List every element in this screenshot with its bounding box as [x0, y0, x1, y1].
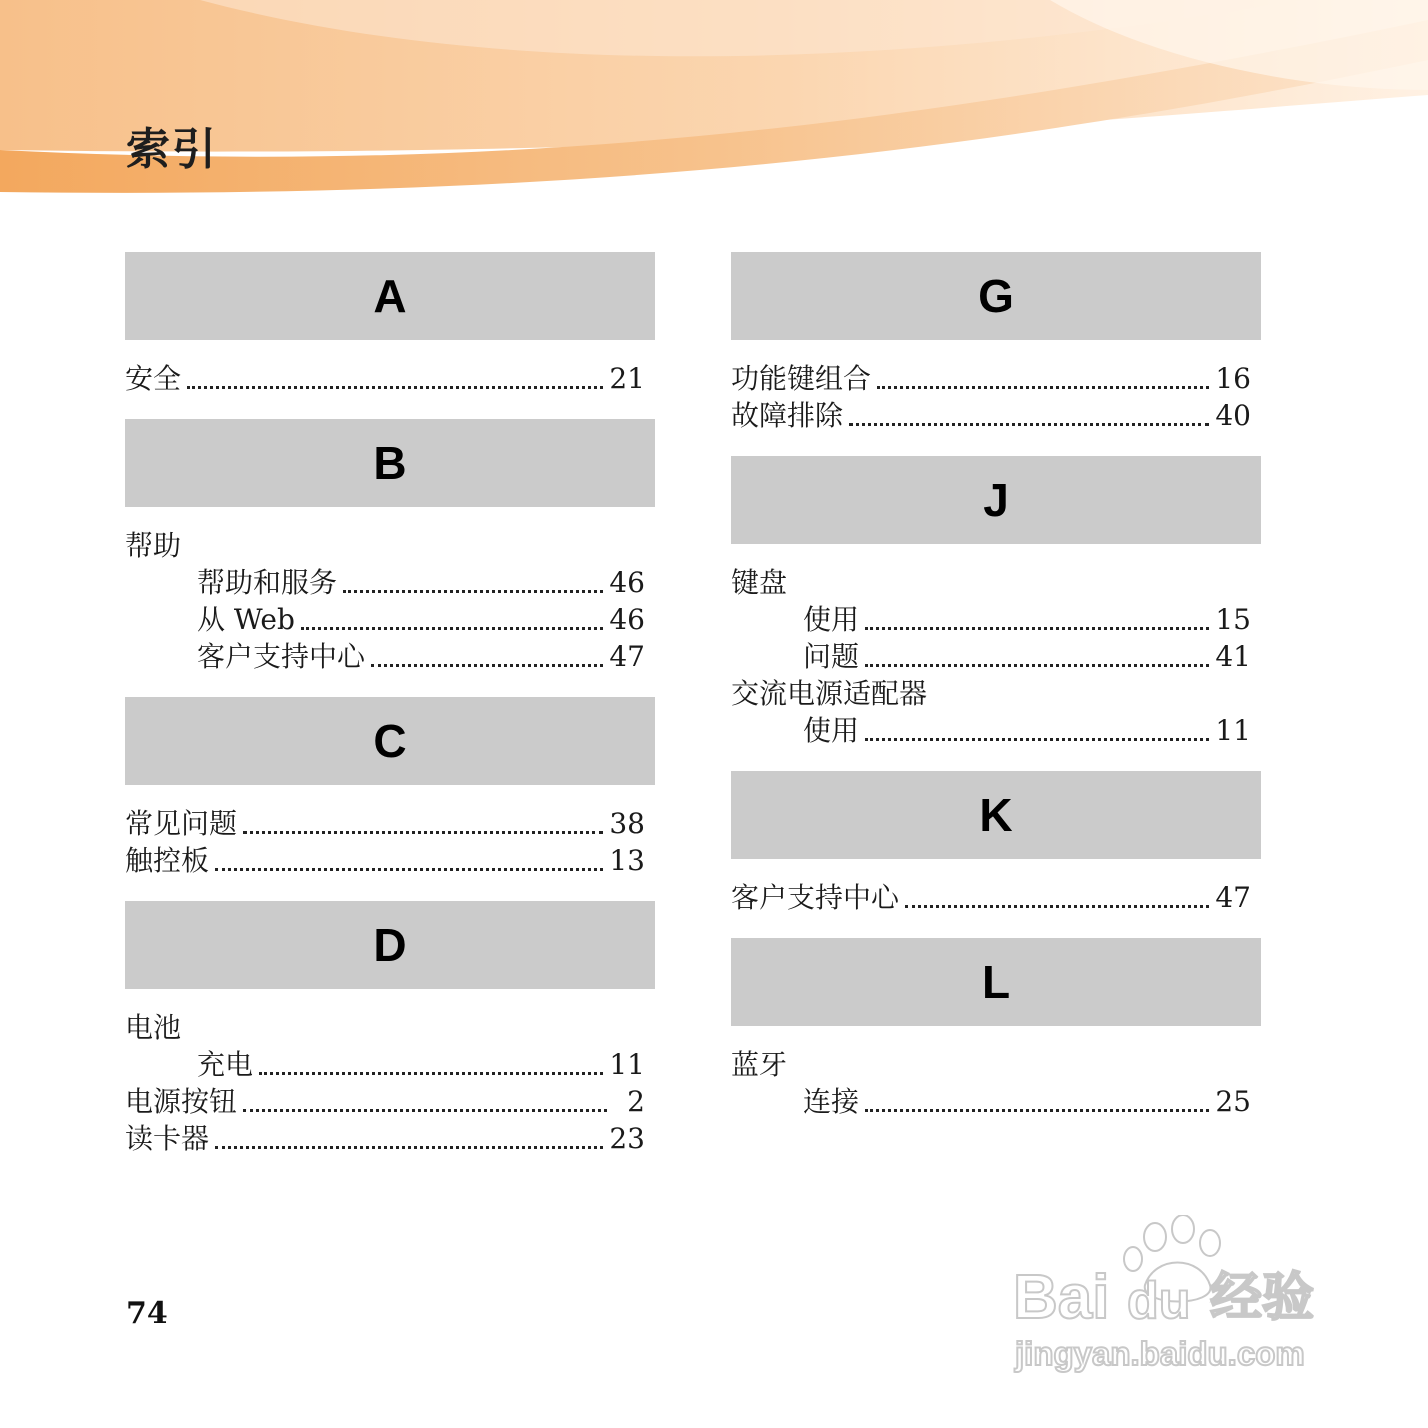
entry-term: 触控板	[125, 844, 210, 877]
watermark-brand2: du	[1127, 1272, 1191, 1330]
entry-term: 帮助和服务	[197, 566, 338, 599]
index-entry-list	[125, 507, 655, 697]
index-subentry	[731, 638, 1261, 675]
index-subentry	[125, 1046, 655, 1083]
index-entry	[731, 1046, 1261, 1083]
entry-page-number: 46	[609, 603, 645, 636]
entry-page-number: 38	[609, 807, 645, 840]
watermark-url: jingyan.baidu.com	[1015, 1335, 1305, 1372]
index-section-c	[125, 697, 655, 901]
entry-term: 使用	[803, 714, 860, 747]
entry-term: 使用	[803, 603, 860, 636]
section-letter-header: C	[125, 697, 655, 785]
entry-term: 故障排除	[731, 399, 844, 432]
index-column-right	[731, 252, 1261, 1142]
entry-term: 交流电源适配器	[731, 677, 928, 710]
entry-page-number: 25	[1215, 1085, 1251, 1118]
entry-term: 蓝牙	[731, 1048, 788, 1081]
index-entry	[125, 1120, 655, 1157]
index-subentry	[125, 638, 655, 675]
dot-leader	[301, 627, 603, 630]
index-section-a	[125, 252, 655, 419]
entry-term: 常见问题	[125, 807, 238, 840]
page-number: 74	[126, 1296, 168, 1331]
dot-leader	[865, 664, 1209, 667]
index-section-d	[125, 901, 655, 1179]
section-letter-header: D	[125, 901, 655, 989]
section-letter-header: K	[731, 771, 1261, 859]
entry-page-number: 23	[609, 1122, 645, 1155]
dot-leader	[243, 1109, 607, 1112]
index-entry-list	[125, 340, 655, 419]
entry-page-number: 15	[1215, 603, 1251, 636]
entry-term: 问题	[803, 640, 860, 673]
dot-leader	[865, 738, 1209, 741]
entry-page-number: 16	[1215, 362, 1251, 395]
dot-leader	[877, 386, 1209, 389]
index-section-k	[731, 771, 1261, 938]
entry-term: 客户支持中心	[731, 881, 900, 914]
section-letter-header: J	[731, 456, 1261, 544]
index-entry	[125, 360, 655, 397]
index-entry	[125, 1083, 655, 1120]
index-entry	[731, 879, 1261, 916]
index-entry	[125, 805, 655, 842]
dot-leader	[865, 1109, 1209, 1112]
index-entry-list	[731, 340, 1261, 456]
dot-leader	[865, 627, 1209, 630]
section-letter-header: A	[125, 252, 655, 340]
index-subentry	[125, 601, 655, 638]
index-entry-list	[125, 785, 655, 901]
index-subentry	[731, 601, 1261, 638]
dot-leader	[371, 664, 603, 667]
entry-page-number: 2	[627, 1085, 645, 1118]
index-entry	[731, 397, 1261, 434]
dot-leader	[259, 1072, 603, 1075]
watermark-suffix: 经验	[1210, 1269, 1315, 1327]
entry-page-number: 11	[609, 1048, 645, 1081]
entry-page-number: 47	[609, 640, 645, 673]
baidu-jingyan-watermark	[1005, 1215, 1350, 1375]
index-subentry	[731, 1083, 1261, 1120]
entry-term: 键盘	[731, 566, 788, 599]
index-subentry	[125, 564, 655, 601]
section-letter-header: B	[125, 419, 655, 507]
dot-leader	[243, 831, 603, 834]
entry-page-number: 47	[1215, 881, 1251, 914]
dot-leader	[343, 590, 603, 593]
entry-term: 连接	[803, 1085, 860, 1118]
index-entry	[125, 842, 655, 879]
index-subentry	[731, 712, 1261, 749]
index-entry	[731, 564, 1261, 601]
index-column-left	[125, 252, 655, 1179]
entry-term: 安全	[125, 362, 182, 395]
entry-page-number: 41	[1215, 640, 1251, 673]
index-entry-list	[731, 544, 1261, 771]
section-letter-header: G	[731, 252, 1261, 340]
index-section-l	[731, 938, 1261, 1142]
dot-leader	[215, 1146, 603, 1149]
entry-term: 充电	[197, 1048, 254, 1081]
entry-page-number: 21	[609, 362, 645, 395]
index-entry-list	[731, 859, 1261, 938]
dot-leader	[187, 386, 603, 389]
watermark-brand: Bai	[1013, 1263, 1110, 1332]
index-entry-list	[125, 989, 655, 1179]
entry-term: 电源按钮	[125, 1085, 238, 1118]
entry-term: 帮助	[125, 529, 182, 562]
entry-page-number: 13	[609, 844, 645, 877]
entry-term: 读卡器	[125, 1122, 210, 1155]
dot-leader	[905, 905, 1209, 908]
page-title: 索引	[126, 124, 218, 175]
entry-term: 功能键组合	[731, 362, 872, 395]
entry-page-number: 40	[1215, 399, 1251, 432]
entry-term: 从 Web	[197, 603, 295, 636]
index-entry-list	[731, 1026, 1261, 1142]
section-letter-header: L	[731, 938, 1261, 1026]
dot-leader	[215, 868, 603, 871]
index-entry	[731, 360, 1261, 397]
index-entry	[731, 675, 1261, 712]
index-entry	[125, 1009, 655, 1046]
index-section-j	[731, 456, 1261, 771]
index-section-g	[731, 252, 1261, 456]
index-section-b	[125, 419, 655, 697]
index-entry	[125, 527, 655, 564]
entry-term: 电池	[125, 1011, 182, 1044]
dot-leader	[849, 423, 1209, 426]
entry-term: 客户支持中心	[197, 640, 366, 673]
entry-page-number: 46	[609, 566, 645, 599]
entry-page-number: 11	[1215, 714, 1251, 747]
